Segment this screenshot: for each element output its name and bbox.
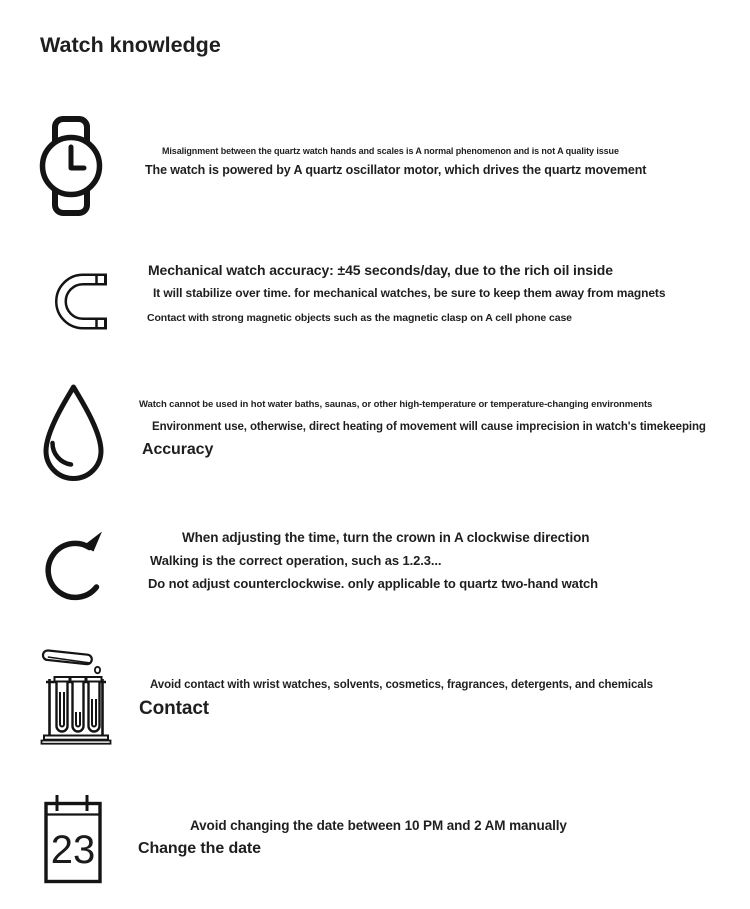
note-no-counterclockwise: Do not adjust counterclockwise. only applicable to quartz two-hand watch [148, 576, 599, 591]
heading-contact: Contact [139, 698, 210, 719]
note-heating-imprecision: Environment use, otherwise, direct heating of movement will cause imprecision in watch's timekeeping [152, 421, 706, 433]
water-drop-icon [40, 383, 107, 483]
test-tubes-icon [40, 645, 112, 745]
note-hot-water: Watch cannot be used in hot water baths, saunas, or other high-temperature or temperature-changing environments [139, 399, 653, 410]
note-avoid-chemicals: Avoid contact with wrist watches, solvents, cosmetics, fragrances, detergents, and chemicals [150, 679, 653, 691]
magnet-icon [55, 268, 107, 335]
note-correct-operation: Walking is the correct operation, such as 1.2.3... [150, 553, 442, 568]
note-mechanical-accuracy: Mechanical watch accuracy: ±45 seconds/day, due to the rich oil inside [148, 262, 613, 278]
heading-change-date: Change the date [138, 840, 261, 857]
page-title: Watch knowledge [40, 33, 221, 57]
heading-accuracy: Accuracy [142, 441, 214, 458]
calendar-day-number: 23 [50, 828, 96, 872]
note-quartz-motor: The watch is powered by A quartz oscillator motor, which drives the quartz movement [145, 163, 647, 177]
note-turn-crown-clockwise: When adjusting the time, turn the crown in A clockwise direction [182, 530, 590, 545]
wristwatch-icon [39, 116, 103, 216]
note-hands-misalignment: Misalignment between the quartz watch hands and scales is A normal phenomenon and is not A quality issue [162, 146, 619, 156]
note-avoid-date-change: Avoid changing the date between 10 PM and 2 AM manually [190, 818, 567, 833]
clockwise-arrow-icon [42, 527, 108, 611]
note-keep-from-magnets: It will stabilize over time. for mechanical watches, be sure to keep them away from magnets [153, 286, 666, 300]
note-magnetic-objects: Contact with strong magnetic objects such as the magnetic clasp on A cell phone case [147, 312, 572, 324]
calendar-icon [42, 793, 104, 885]
